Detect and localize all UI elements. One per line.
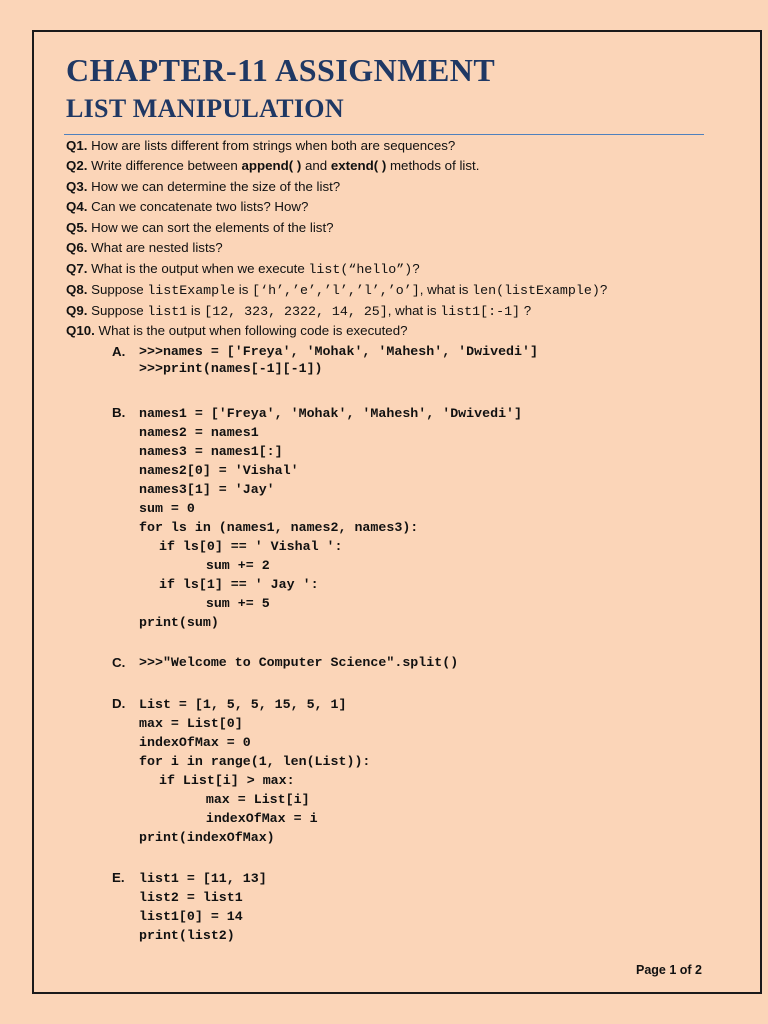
option-c-code: >>>"Welcome to Computer Science".split() — [139, 655, 459, 670]
option-d-label: D. — [112, 696, 126, 711]
option-a-label: A. — [112, 344, 126, 359]
question-1: Q1. How are lists different from strings when both are sequences? — [66, 138, 456, 153]
question-6: Q6. What are nested lists? — [66, 240, 223, 255]
page-title: CHAPTER-11 ASSIGNMENT — [66, 52, 496, 88]
title-divider — [64, 134, 704, 135]
question-5: Q5. How we can sort the elements of the list? — [66, 220, 334, 235]
question-4: Q4. Can we concatenate two lists? How? — [66, 199, 309, 214]
option-b-code: names1 = ['Freya', 'Mohak', 'Mahesh', 'Dwivedi'] names2 = names1 names3 = names1[:] names2[0] = 'Vishal' names3[1] = 'Jay' sum = 0 for ls in (names1, names2, names3): if ls[0] == ' Vishal ': sum += 2 if ls[1] == ' Jay ': sum += 5 print(sum) — [139, 406, 523, 630]
question-10: Q10. What is the output when following code is executed? — [66, 323, 408, 338]
option-e-label: E. — [112, 870, 125, 885]
question-2: Q2. Write difference between append( ) and extend( ) methods of list. — [66, 158, 480, 173]
option-d-code: List = [1, 5, 5, 15, 5, 1] max = List[0] indexOfMax = 0 for i in range(1, len(List)): if List[i] > max: max = List[i] indexOfMax = i print(indexOfMax) — [139, 697, 371, 845]
question-3: Q3. How we can determine the size of the list? — [66, 179, 341, 194]
page-number: Page 1 of 2 — [636, 963, 702, 977]
option-e-code: list1 = [11, 13] list2 = list1 list1[0] = 14 print(list2) — [139, 871, 267, 943]
page-subtitle: LIST MANIPULATION — [66, 94, 344, 123]
option-c-label: C. — [112, 655, 126, 670]
question-8: Q8. Suppose listExample is [‘h’,’e’,’l’,’l’,’o’], what is len(listExample)? — [66, 282, 608, 298]
question-9: Q9. Suppose list1 is [12, 323, 2322, 14, 25], what is list1[:-1] ? — [66, 303, 532, 319]
option-b-label: B. — [112, 405, 126, 420]
option-a-code: >>>names = ['Freya', 'Mohak', 'Mahesh', 'Dwivedi'] >>>print(names[-1][-1]) — [139, 344, 538, 376]
question-7: Q7. What is the output when we execute list(“hello”)? — [66, 261, 420, 277]
